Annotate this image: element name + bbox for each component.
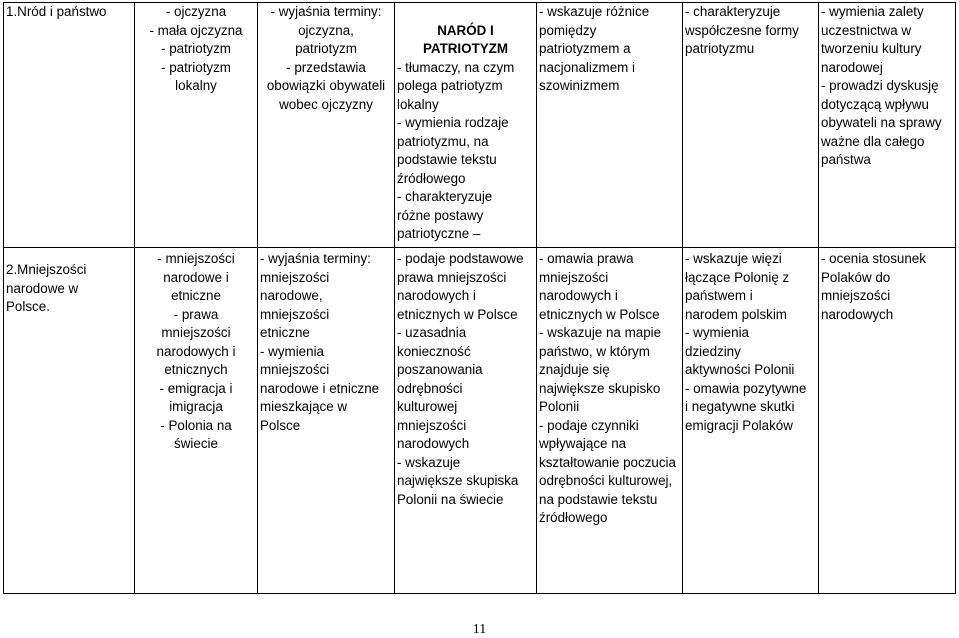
content-cell: - wyjaśnia terminy: mniejszości narodowe, mniejszości etniczne - wymienia mniejszości narodowe i etniczne mieszkające w Polsce: [258, 248, 395, 594]
table-row: [4, 248, 956, 594]
table-row: [4, 3, 956, 248]
cell-text: - tłumaczy, na czym polega patriotyzm lokalny - wymienia rodzaje patriotyzmu, na podstawie tekstu źródłowego - charakteryzuje różne postawy patriotyczne –: [397, 59, 515, 241]
content-cell: - ojczyzna - mała ojczyzna - patriotyzm - patriotyzm lokalny: [135, 3, 258, 248]
content-cell: - wymienia zalety uczestnictwa w tworzeniu kultury narodowej - prowadzi dyskusję dotyczącą wpływu obywateli na sprawy ważne dla całego państwa: [819, 3, 956, 248]
content-cell: - wskazuje więzi łączące Polonię z państwem i narodem polskim - wymienia dziedziny aktywności Polonii - omawia pozytywne i negatywne skutki emigracji Polaków: [683, 248, 819, 594]
content-cell: - wskazuje różnice pomiędzy patriotyzmem a nacjonalizmem i szowinizmem: [537, 3, 683, 248]
content-cell: [395, 3, 537, 248]
content-cell: - ocenia stosunek Polaków do mniejszości narodowych: [819, 248, 956, 594]
page-number: 11: [472, 622, 487, 637]
topic-cell: 1.Nród i państwo: [4, 3, 135, 248]
curriculum-table: [3, 2, 956, 594]
section-title: NARÓD I PATRIOTYZM: [422, 22, 509, 56]
topic-cell: 2.Mniejszości narodowe w Polsce.: [4, 248, 135, 594]
content-cell: - charakteryzuje współczesne formy patriotyzmu: [683, 3, 819, 248]
content-cell: - podaje podstawowe prawa mniejszości narodowych i etnicznych w Polsce - uzasadnia konieczność poszanowania odrębności kulturowej mniejszości narodowych - wskazuje największe skupiska Polonii na świecie: [395, 248, 537, 594]
content-cell: - mniejszości narodowe i etniczne - prawa mniejszości narodowych i etnicznych - emigracja i imigracja - Polonia na świecie: [135, 248, 258, 594]
content-cell: - wyjaśnia terminy: ojczyzna, patriotyzm - przedstawia obowiązki obywateli wobec ojczyzny: [258, 3, 395, 248]
content-cell: - omawia prawa mniejszości narodowych i etnicznych w Polsce - wskazuje na mapie państwo, w którym znajduje się największe skupisko Polonii - podaje czynniki wpływające na kształtowanie poczucia odrębności kulturowej, na podstawie tekstu źródłowego: [537, 248, 683, 594]
